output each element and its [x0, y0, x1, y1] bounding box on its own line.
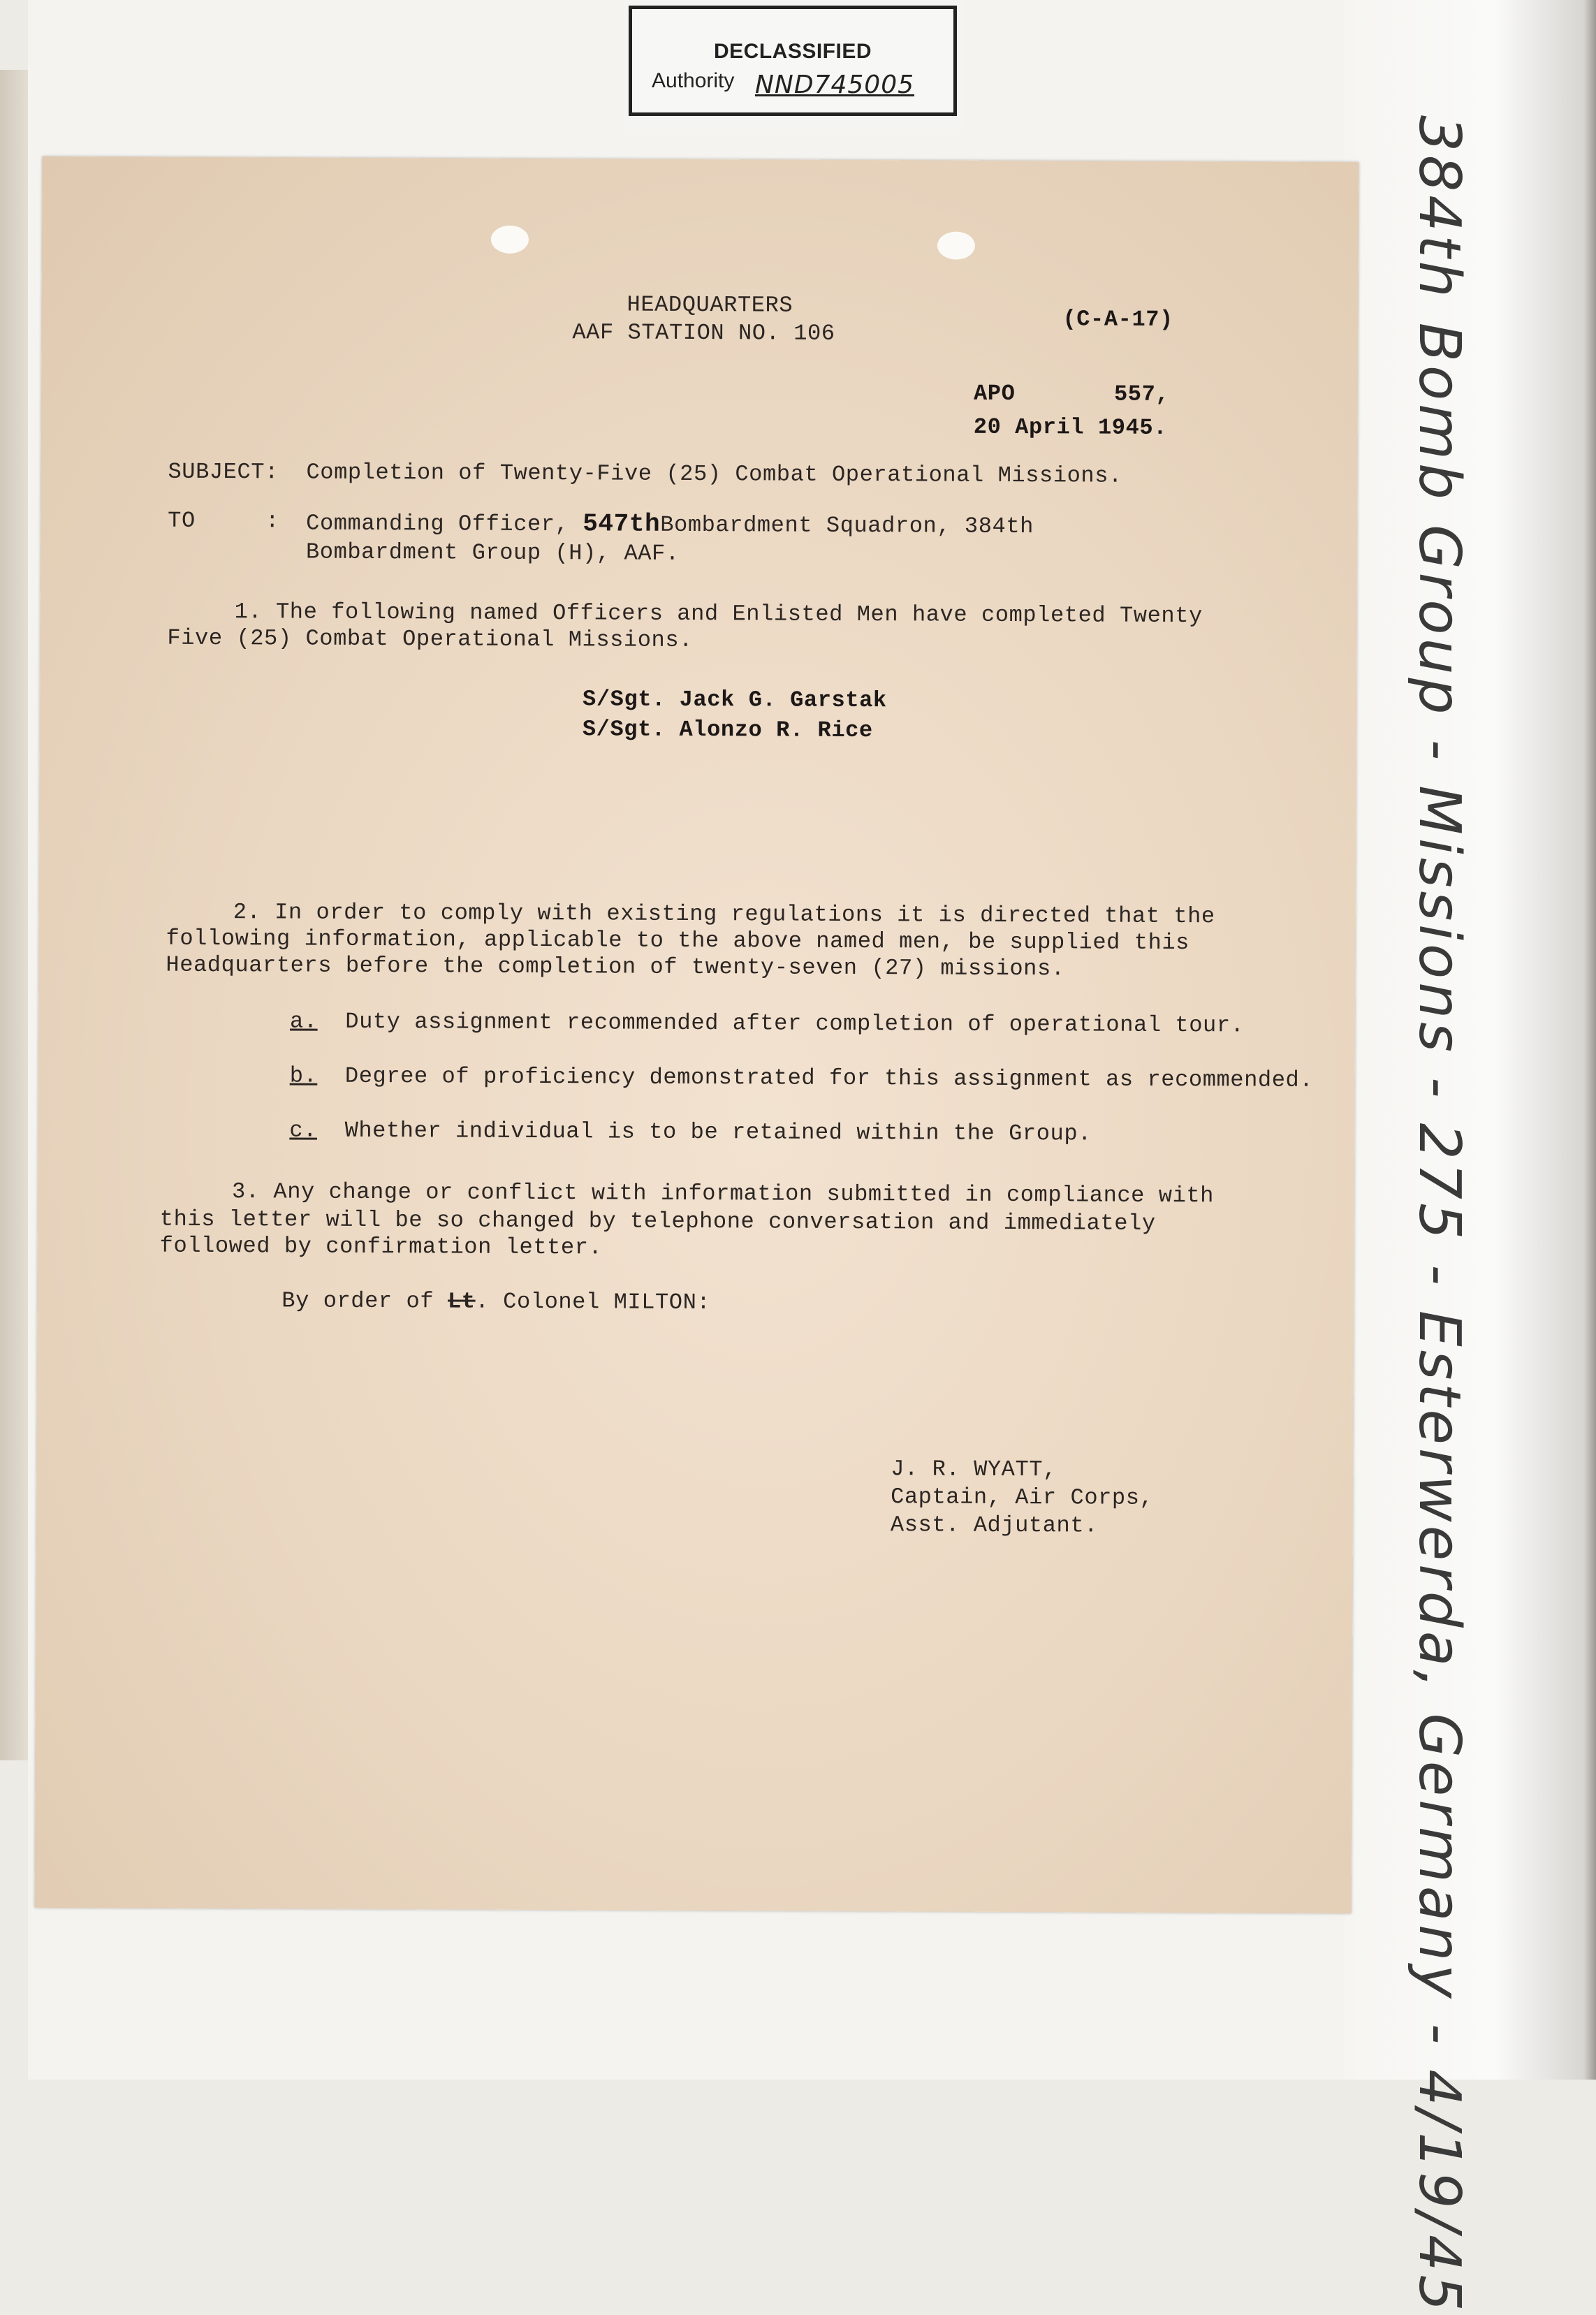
item-text: Degree of proficiency demonstrated for this assignment as recommended. [344, 1062, 1314, 1093]
handwritten-note: 384th Bomb Group - Missions - 275 - Esterwerda, Germany - 4/19/45 [1406, 115, 1472, 2315]
addressee-line2: Bombardment Group (H), AAF. [305, 539, 680, 567]
by-order-suffix: . Colonel MILTON: [475, 1288, 711, 1316]
apo-number: 557, [1113, 381, 1170, 407]
paragraph2-line3: Headquarters before the completion of twenty-seven (27) missions. [166, 951, 1065, 982]
to-label: TO [168, 507, 196, 534]
letter-date: 20 April 1945. [973, 414, 1168, 441]
letter-page [35, 156, 1359, 1913]
stamp-authority-label: Authority [652, 69, 735, 92]
by-order-line [281, 1287, 710, 1315]
addressee-line1 [306, 509, 1034, 541]
paragraph1-line2: Five (25) Combat Operational Missions. [167, 625, 694, 653]
stamp-title: DECLASSIFIED [713, 40, 872, 63]
addressee-title: Commanding Officer, [306, 510, 569, 538]
item-text: Whether individual is to be retained within the Group. [344, 1117, 1092, 1147]
item-letter: a. [289, 1008, 318, 1035]
declassified-stamp [629, 6, 957, 116]
paragraph3-line3: followed by confirmation letter. [159, 1232, 603, 1261]
signature-name: J. R. WYATT, [891, 1456, 1057, 1483]
letterhead-line1: HEADQUARTERS [627, 291, 793, 319]
item-letter: c. [289, 1117, 318, 1144]
paragraph2-line2: following information, applicable to the above named men, be supplied this [166, 925, 1190, 956]
by-order-prefix: By order of [281, 1287, 434, 1315]
document-code: (C-A-17) [1062, 306, 1173, 333]
list-item-b [290, 1062, 1314, 1093]
struck-rank: Lt [447, 1288, 476, 1315]
paragraph3-line2: this letter will be so changed by telephone conversation and immediately [159, 1206, 1156, 1236]
paragraph3-line1: 3. Any change or conflict with information submitted in compliance with [231, 1178, 1215, 1209]
item-text: Duty assignment recommended after completion of operational tour. [345, 1008, 1245, 1039]
addressee-unit: Bombardment Squadron, 384th [660, 511, 1034, 540]
subject-label: SUBJECT: [168, 458, 279, 485]
signature-rank: Captain, Air Corps, [891, 1484, 1154, 1511]
paragraph2-line1: 2. In order to comply with existing regulations it is directed that the [233, 899, 1215, 930]
item-letter: b. [289, 1062, 318, 1089]
signature-title: Asst. Adjutant. [890, 1512, 1099, 1539]
crew-name: S/Sgt. Jack G. Garstak [583, 686, 887, 714]
subject-text: Completion of Twenty-Five (25) Combat Operational Missions. [306, 459, 1122, 489]
letterhead-line2: AAF STATION NO. 106 [572, 319, 835, 346]
to-colon: : [265, 508, 280, 534]
punch-hole [491, 226, 529, 254]
list-item-c [289, 1117, 1092, 1146]
list-item-a [290, 1008, 1245, 1038]
crew-name: S/Sgt. Alonzo R. Rice [582, 716, 873, 744]
left-page-edge [0, 70, 28, 1760]
paragraph1-line1: 1. The following named Officers and Enlisted Men have completed Twenty [234, 599, 1203, 629]
punch-hole [937, 231, 975, 259]
apo-label: APO [973, 380, 1016, 407]
squadron-number: 547th [583, 509, 661, 539]
stamp-authority-number: NND745005 [755, 71, 915, 99]
